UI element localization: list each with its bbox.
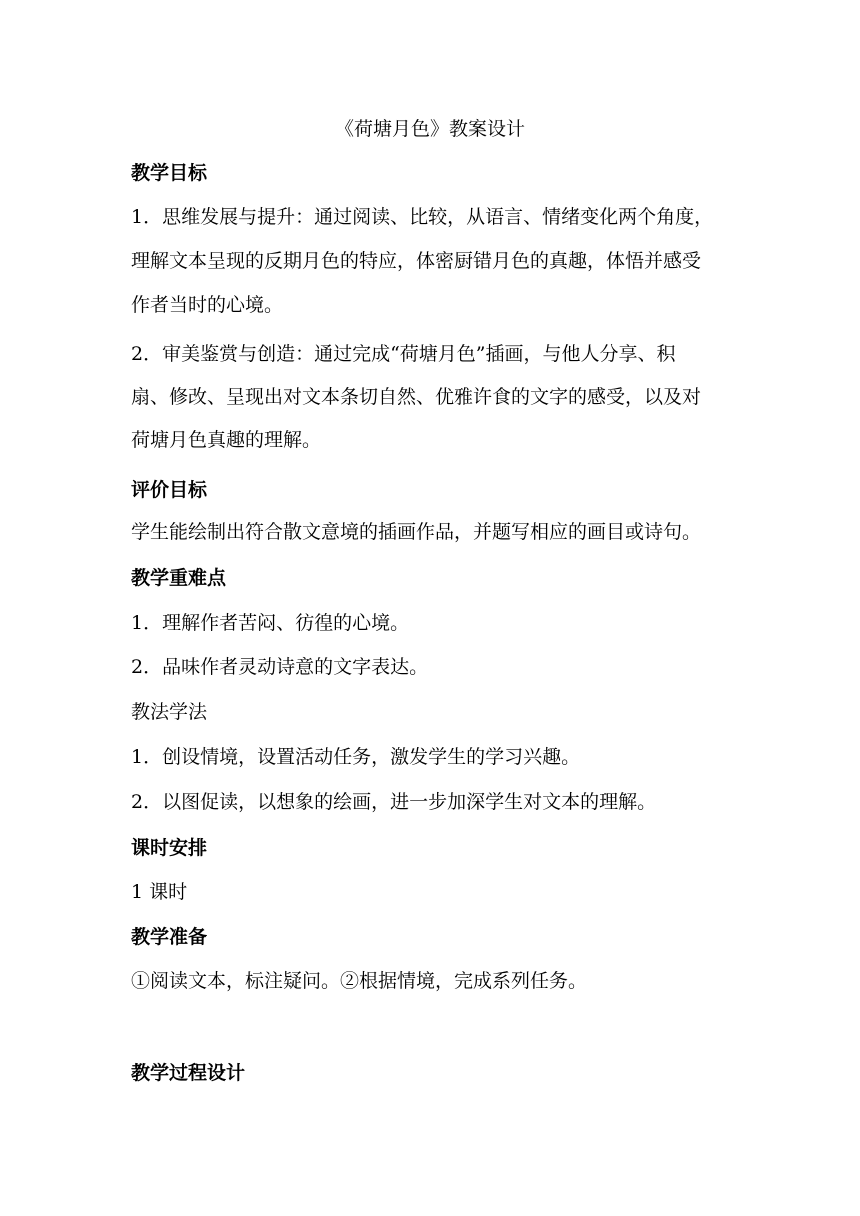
document-title: 《荷塘月色》教案设计 [334, 118, 525, 140]
goal-item-2-line-3: 荷塘月色真趣的理解。 [131, 429, 322, 451]
goal-item-2-line-1: 2．审美鉴赏与创造：通过完成“荷塘月色”插画，与他人分享、积 [131, 343, 676, 365]
goal-item-2-line-2: 扇、修改、呈现出对文本条切自然、优雅许食的文字的感受，以及对 [131, 386, 702, 408]
section-heading-process: 教学过程设计 [131, 1062, 246, 1084]
section-heading-evaluation-goals: 评价目标 [131, 479, 208, 501]
schedule-text: 1 课时 [131, 881, 188, 903]
preparation-text: ①阅读文本，标注疑问。②根据情境，完成系列任务。 [131, 970, 588, 992]
key-point-2: 2．品味作者灵动诗意的文字表达。 [131, 656, 429, 678]
goal-item-1-line-1: 1．思维发展与提升：通过阅读、比较，从语言、情绪变化两个角度， [131, 206, 714, 228]
method-item-2: 2．以图促读，以想象的绘画，进一步加深学生对文本的理解。 [131, 791, 657, 813]
method-item-1: 1．创设情境，设置活动任务，激发学生的学习兴趣。 [131, 746, 581, 768]
section-heading-schedule: 课时安排 [131, 837, 208, 859]
goal-item-1-line-3: 作者当时的心境。 [131, 294, 284, 316]
section-heading-preparation: 教学准备 [131, 926, 208, 948]
evaluation-text: 学生能绘制出符合散文意境的插画作品，并题写相应的画目或诗句。 [131, 521, 702, 543]
goal-item-1-line-2: 理解文本呈现的反期月色的特应，体密厨错月色的真趣，体悟并感受 [131, 250, 702, 272]
section-heading-teaching-goals: 教学目标 [131, 162, 208, 184]
key-point-1: 1．理解作者苦闷、彷徨的心境。 [131, 612, 410, 634]
section-heading-key-points: 教学重难点 [131, 567, 227, 589]
section-heading-methods: 教法学法 [131, 701, 208, 723]
